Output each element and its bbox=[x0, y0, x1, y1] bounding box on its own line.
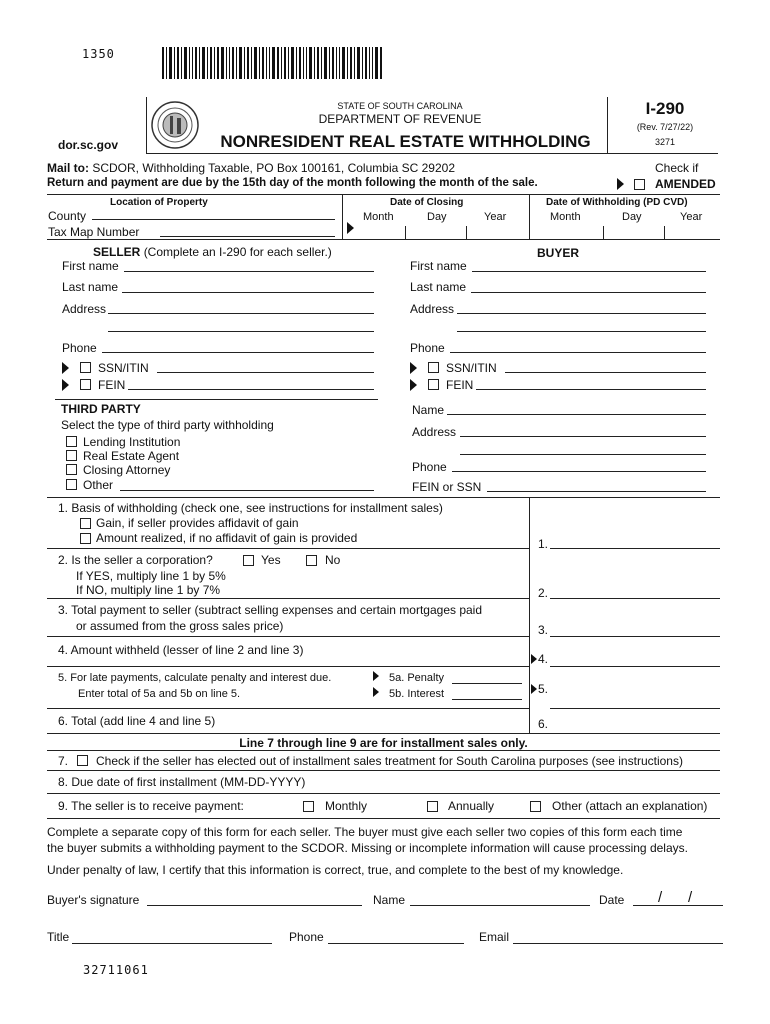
other-field[interactable] bbox=[120, 490, 374, 491]
line-2-field[interactable] bbox=[550, 598, 720, 599]
line-7-label: Check if the seller has elected out of installment sales treatment for South Carolina purposes (see instructions) bbox=[96, 754, 683, 768]
tax-map-field[interactable] bbox=[160, 236, 335, 237]
seller-first-name-field[interactable] bbox=[124, 271, 374, 272]
gain-checkbox[interactable] bbox=[80, 518, 91, 529]
line-5-title: 5. For late payments, calculate penalty and interest due. bbox=[58, 672, 332, 684]
form-code-top: 1350 bbox=[82, 47, 115, 61]
amended-checkbox[interactable] bbox=[634, 179, 645, 190]
buyer-fein-field[interactable] bbox=[476, 389, 706, 390]
line-7-number: 7. bbox=[58, 754, 69, 768]
location-header: Location of Property bbox=[110, 197, 208, 208]
annually-checkbox[interactable] bbox=[427, 801, 438, 812]
arrow-icon bbox=[62, 379, 69, 391]
seller-phone-field[interactable] bbox=[102, 352, 374, 353]
signature-date-field[interactable] bbox=[633, 905, 723, 906]
department-name: DEPARTMENT OF REVENUE bbox=[318, 112, 482, 126]
line-4-number: 4. bbox=[538, 652, 549, 666]
buyer-fein-label: FEIN bbox=[446, 378, 474, 392]
barcode bbox=[162, 47, 384, 79]
line-4-field[interactable] bbox=[550, 666, 720, 667]
certification-text: Under penalty of law, I certify that this information is correct, true, and complete to the best of my knowledge. bbox=[47, 863, 624, 877]
mail-to: Mail to: SCDOR, Withholding Taxable, PO Box 100161, Columbia SC 29202 bbox=[47, 161, 455, 175]
buyer-ssn-label: SSN/ITIN bbox=[446, 361, 497, 375]
penalty-label: 5a. Penalty bbox=[389, 672, 445, 684]
other-payment-checkbox[interactable] bbox=[530, 801, 541, 812]
closing-attorney-label: Closing Attorney bbox=[83, 463, 171, 477]
arrow-icon bbox=[410, 379, 417, 391]
line-4-title: 4. Amount withheld (lesser of line 2 and line 3) bbox=[58, 643, 304, 657]
third-party-fein-field[interactable] bbox=[487, 491, 706, 492]
line-6-number: 6. bbox=[538, 717, 549, 731]
seller-phone-label: Phone bbox=[62, 341, 97, 355]
state-name: STATE OF SOUTH CAROLINA bbox=[337, 101, 463, 111]
other-payment-label: Other (attach an explanation) bbox=[552, 799, 708, 813]
arrow-icon bbox=[347, 222, 354, 234]
seller-address-field[interactable] bbox=[108, 313, 374, 314]
signature-name-field[interactable] bbox=[410, 905, 590, 906]
arrow-icon bbox=[373, 671, 379, 681]
signature-name-label: Name bbox=[373, 893, 406, 907]
interest-label: 5b. Interest bbox=[389, 688, 445, 700]
closing-day: Day bbox=[427, 211, 447, 223]
real-estate-agent-label: Real Estate Agent bbox=[83, 449, 180, 463]
footer-note-1: Complete a separate copy of this form for each seller. The buyer must give each seller two copies of this form each time bbox=[47, 825, 683, 839]
county-field[interactable] bbox=[92, 219, 335, 220]
buyer-heading: BUYER bbox=[537, 246, 580, 260]
arrow-icon bbox=[531, 654, 537, 664]
buyer-signature-label: Buyer's signature bbox=[47, 893, 140, 907]
third-party-address-field-2[interactable] bbox=[460, 454, 706, 455]
withholding-month: Month bbox=[550, 211, 581, 223]
seller-ssn-label: SSN/ITIN bbox=[98, 361, 149, 375]
seller-ssn-field[interactable] bbox=[157, 372, 374, 373]
line-1-field[interactable] bbox=[550, 548, 720, 549]
line-2-title: 2. Is the seller a corporation? bbox=[58, 553, 213, 567]
other-checkbox[interactable] bbox=[66, 479, 77, 490]
line-3-title: 3. Total payment to seller (subtract selling expenses and certain mortgages paid bbox=[58, 603, 483, 617]
line-3-note: or assumed from the gross sales price) bbox=[76, 619, 284, 633]
interest-field[interactable] bbox=[452, 699, 522, 700]
closing-month: Month bbox=[363, 211, 394, 223]
seller-ssn-checkbox[interactable] bbox=[80, 362, 91, 373]
barcode-graphic bbox=[162, 47, 384, 79]
email-field[interactable] bbox=[513, 943, 723, 944]
third-party-address-label: Address bbox=[412, 425, 457, 439]
seller-fein-label: FEIN bbox=[98, 378, 126, 392]
county-label: County bbox=[48, 209, 87, 223]
form-number: I-290 bbox=[645, 99, 685, 118]
website: dor.sc.gov bbox=[58, 138, 119, 152]
date-separator: / bbox=[658, 889, 663, 906]
closing-header: Date of Closing bbox=[390, 197, 464, 208]
form-code-bottom: 32711061 bbox=[83, 963, 149, 977]
third-party-phone-label: Phone bbox=[412, 460, 447, 474]
seller-fein-field[interactable] bbox=[128, 389, 374, 390]
arrow-icon bbox=[373, 687, 379, 697]
third-party-fein-label: FEIN or SSN bbox=[412, 480, 482, 494]
lending-institution-checkbox[interactable] bbox=[66, 436, 77, 447]
third-party-name-field[interactable] bbox=[447, 414, 706, 415]
withholding-year: Year bbox=[680, 211, 703, 223]
due-notice: Return and payment are due by the 15th day of the month following the month of the sale. bbox=[47, 177, 538, 189]
installment-heading: Line 7 through line 9 are for installment sales only. bbox=[239, 736, 528, 750]
amount-realized-label: Amount realized, if no affidavit of gain is provided bbox=[96, 531, 358, 545]
corporation-no-checkbox[interactable] bbox=[306, 555, 317, 566]
monthly-checkbox[interactable] bbox=[303, 801, 314, 812]
third-party-phone-field[interactable] bbox=[452, 471, 706, 472]
signature-date-label: Date bbox=[599, 893, 625, 907]
buyer-first-name-field[interactable] bbox=[472, 271, 706, 272]
line-5-number: 5. bbox=[538, 682, 549, 696]
title-field[interactable] bbox=[72, 943, 272, 944]
corporation-yes-checkbox[interactable] bbox=[243, 555, 254, 566]
penalty-field[interactable] bbox=[452, 683, 522, 684]
buyer-signature-field[interactable] bbox=[147, 905, 362, 906]
line-8-label: 8. Due date of first installment (MM-DD-YYYY) bbox=[58, 775, 306, 789]
date-separator: / bbox=[688, 889, 693, 906]
third-party-address-field[interactable] bbox=[460, 436, 706, 437]
arrow-icon bbox=[410, 362, 417, 374]
form-revision: (Rev. 7/27/22) bbox=[636, 122, 694, 132]
arrow-icon bbox=[531, 684, 537, 694]
arrow-icon bbox=[62, 362, 69, 374]
closing-year: Year bbox=[484, 211, 507, 223]
state-seal bbox=[150, 100, 200, 150]
line-3-field[interactable] bbox=[550, 636, 720, 637]
footer-phone-field[interactable] bbox=[328, 943, 464, 944]
line-3-number: 3. bbox=[538, 623, 549, 637]
corporation-yes-label: Yes bbox=[261, 553, 281, 567]
withholding-header: Date of Withholding (PD CVD) bbox=[546, 197, 688, 208]
footer-note-2: the buyer submits a withholding payment to the SCDOR. Missing or incomplete information will cause processing delays. bbox=[47, 841, 688, 855]
line-1-title: 1. Basis of withholding (check one, see instructions for installment sales) bbox=[58, 501, 443, 515]
seller-last-name-field[interactable] bbox=[122, 292, 374, 293]
corporation-no-label: No bbox=[325, 553, 341, 567]
line-5-field[interactable] bbox=[550, 708, 720, 709]
buyer-address-field[interactable] bbox=[457, 313, 706, 314]
arrow-icon bbox=[617, 178, 624, 190]
line-9-label: 9. The seller is to receive payment: bbox=[58, 799, 244, 813]
annually-label: Annually bbox=[448, 799, 495, 813]
line-2-number: 2. bbox=[538, 586, 549, 600]
tax-map-label: Tax Map Number bbox=[48, 225, 140, 239]
buyer-address-field-2[interactable] bbox=[457, 331, 706, 332]
buyer-last-name-field[interactable] bbox=[471, 292, 706, 293]
check-if-label: Check if bbox=[655, 161, 699, 175]
third-party-instructions: Select the type of third party withholding bbox=[61, 418, 274, 432]
buyer-fein-checkbox[interactable] bbox=[428, 379, 439, 390]
email-label: Email bbox=[479, 930, 510, 944]
buyer-phone-field[interactable] bbox=[450, 352, 706, 353]
form-id: 3271 bbox=[654, 137, 676, 147]
buyer-address-label: Address bbox=[410, 302, 455, 316]
amount-realized-checkbox[interactable] bbox=[80, 533, 91, 544]
withholding-day: Day bbox=[622, 211, 642, 223]
lending-institution-label: Lending Institution bbox=[83, 435, 181, 449]
buyer-first-name-label: First name bbox=[410, 259, 467, 273]
amended-label: AMENDED bbox=[655, 177, 716, 191]
closing-attorney-checkbox[interactable] bbox=[66, 464, 77, 475]
elected-out-checkbox[interactable] bbox=[77, 755, 88, 766]
line-5-note: Enter total of 5a and 5b on line 5. bbox=[78, 688, 241, 700]
buyer-ssn-checkbox[interactable] bbox=[428, 362, 439, 373]
seller-address-label: Address bbox=[62, 302, 107, 316]
monthly-label: Monthly bbox=[325, 799, 368, 813]
seller-last-name-label: Last name bbox=[62, 280, 119, 294]
title-label: Title bbox=[47, 930, 70, 944]
buyer-last-name-label: Last name bbox=[410, 280, 467, 294]
line-1-number: 1. bbox=[538, 537, 549, 551]
buyer-phone-label: Phone bbox=[410, 341, 445, 355]
seal-icon bbox=[150, 100, 200, 150]
gain-label: Gain, if seller provides affidavit of gain bbox=[96, 516, 299, 530]
seller-heading: SELLER (Complete an I-290 for each seller.) bbox=[93, 245, 332, 259]
footer-phone-label: Phone bbox=[289, 930, 324, 944]
seller-fein-checkbox[interactable] bbox=[80, 379, 91, 390]
seller-first-name-label: First name bbox=[62, 259, 119, 273]
real-estate-agent-checkbox[interactable] bbox=[66, 450, 77, 461]
other-label: Other bbox=[83, 478, 114, 492]
line-2-yes-note: If YES, multiply line 1 by 5% bbox=[76, 569, 226, 583]
seller-address-field-2[interactable] bbox=[108, 331, 374, 332]
line-6-title: 6. Total (add line 4 and line 5) bbox=[58, 714, 216, 728]
buyer-ssn-field[interactable] bbox=[505, 372, 706, 373]
third-party-heading: THIRD PARTY bbox=[61, 402, 141, 416]
line-2-no-note: If NO, multiply line 1 by 7% bbox=[76, 583, 221, 597]
third-party-name-label: Name bbox=[412, 403, 445, 417]
form-title: NONRESIDENT REAL ESTATE WITHHOLDING bbox=[220, 132, 591, 151]
